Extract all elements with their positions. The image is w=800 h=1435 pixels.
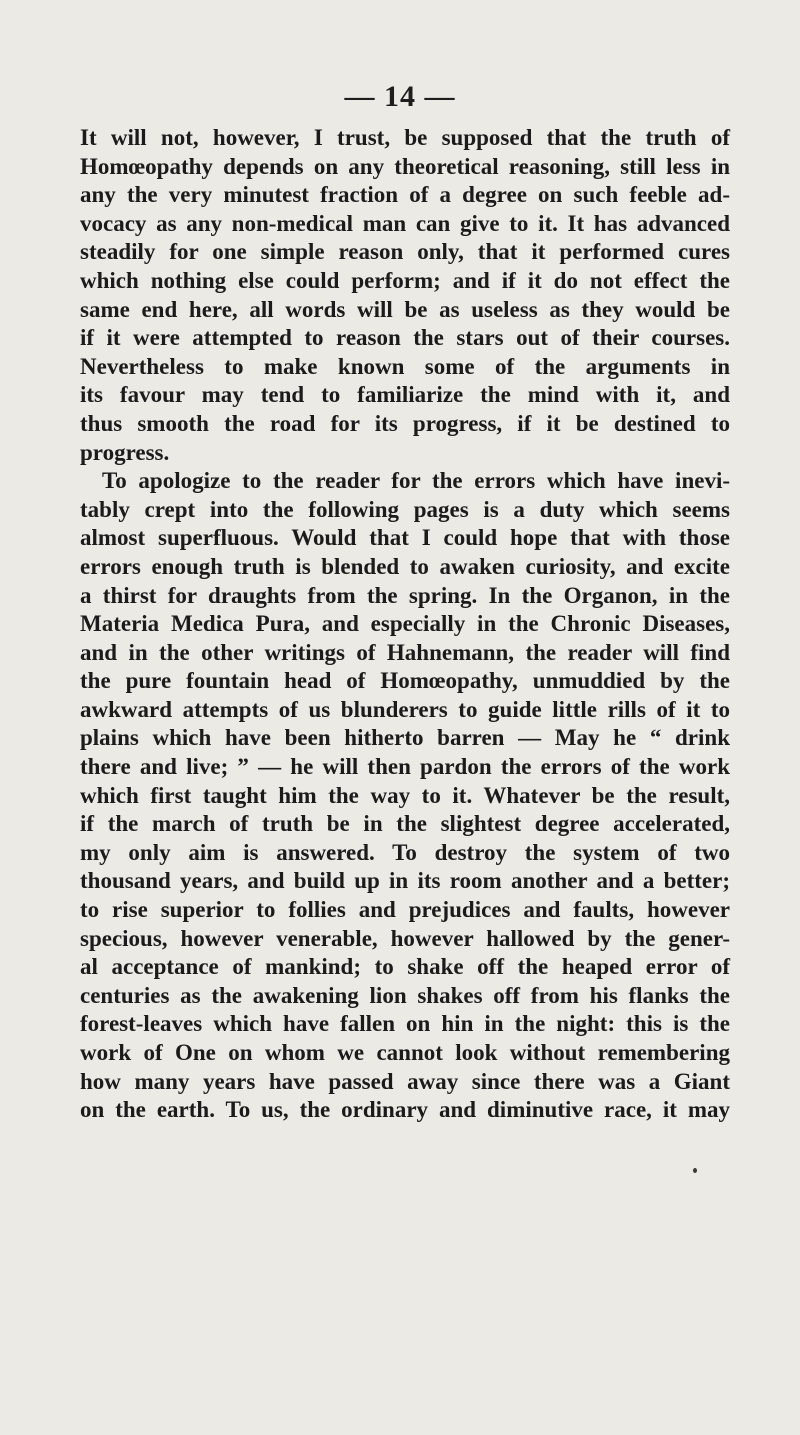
text-line: if it were attempted to reason the stars out of their courses. xyxy=(80,325,730,351)
text-line: specious, however venerable, however hallowed by the gener- xyxy=(80,925,730,951)
text-line: to rise superior to follies and prejudices and faults, however xyxy=(80,897,730,923)
text-line: on the earth. To us, the ordinary and diminutive race, it may xyxy=(80,1097,730,1123)
text-line: almost superfluous. Would that I could hope that with those xyxy=(80,525,730,551)
ink-speck xyxy=(693,1168,697,1173)
text-line: To apologize to the reader for the errors which have inevi- xyxy=(102,468,730,494)
text-line: if the march of truth be in the slightest degree accelerated, xyxy=(80,811,730,837)
text-line: awkward attempts of us blunderers to guide little rills of it to xyxy=(80,696,730,722)
text-line: steadily for one simple reason only, that it performed cures xyxy=(80,239,730,265)
text-line: thousand years, and build up in its room another and a better; xyxy=(80,868,730,894)
text-line: errors enough truth is blended to awaken curiosity, and excite xyxy=(80,553,730,579)
text-line: thus smooth the road for its progress, if it be destined to xyxy=(80,410,730,436)
text-line: centuries as the awakening lion shakes off from his flanks the xyxy=(80,982,730,1008)
text-line: forest-leaves which have fallen on hin in the night: this is the xyxy=(80,1011,730,1037)
text-line: Homœopathy depends on any theoretical reasoning, still less in xyxy=(80,153,730,179)
body-text xyxy=(80,124,730,1125)
text-line: any the very minutest fraction of a degree on such feeble ad- xyxy=(80,182,730,208)
text-line: my only aim is answered. To destroy the system of two xyxy=(80,839,730,865)
page-number: — 14 — xyxy=(344,80,456,113)
text-line: Materia Medica Pura, and especially in the Chronic Diseases, xyxy=(80,611,730,637)
text-line: plains which have been hitherto barren — May he “ drink xyxy=(80,725,730,751)
text-line: there and live; ” — he will then pardon the errors of the work xyxy=(80,754,730,780)
text-line: vocacy as any non-medical man can give to it. It has advanced xyxy=(80,210,730,236)
text-line: and in the other writings of Hahnemann, the reader will find xyxy=(80,639,730,665)
text-line: Nevertheless to make known some of the arguments in xyxy=(80,353,730,379)
text-line: its favour may tend to familiarize the mind with it, and xyxy=(80,382,730,408)
text-line: tably crept into the following pages is a duty which seems xyxy=(80,496,730,522)
text-line: work of One on whom we cannot look without remembering xyxy=(80,1040,730,1065)
text-line: which first taught him the way to it. Whatever be the result, xyxy=(80,782,730,808)
text-line: how many years have passed away since there was a Giant xyxy=(80,1068,730,1094)
text-line: progress. xyxy=(80,439,170,465)
text-line: a thirst for draughts from the spring. In the Organon, in the xyxy=(80,582,730,608)
text-line: the pure fountain head of Homœopathy, unmuddied by the xyxy=(80,668,730,694)
text-line: It will not, however, I trust, be supposed that the truth of xyxy=(80,125,730,150)
text-line: which nothing else could perform; and if it do not effect the xyxy=(80,267,730,293)
text-line: same end here, all words will be as useless as they would be xyxy=(80,296,730,322)
text-line: al acceptance of mankind; to shake off the heaped error of xyxy=(80,954,730,980)
